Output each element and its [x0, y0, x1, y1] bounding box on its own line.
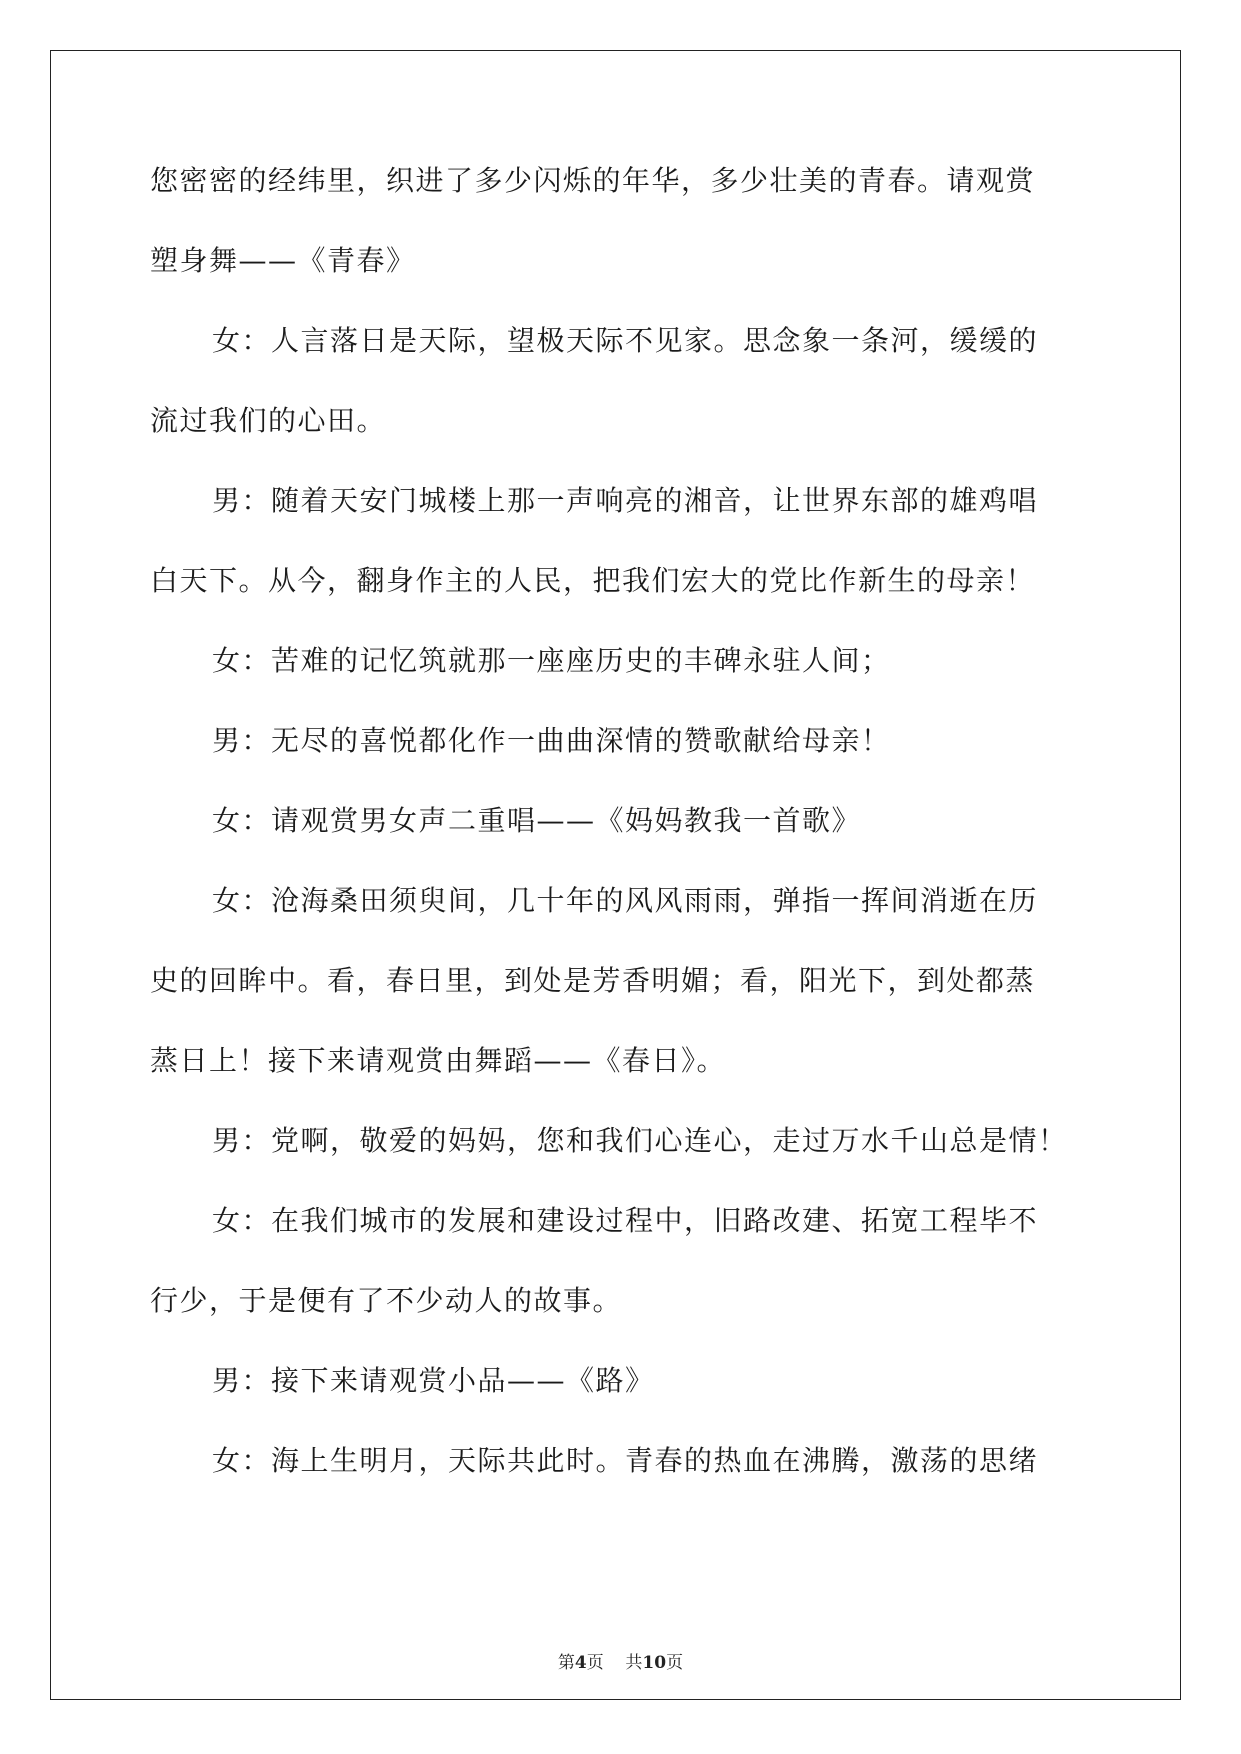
paragraph-line: 女：海上生明月，天际共此时。青春的热血在沸腾，激荡的思绪: [212, 1444, 1039, 1477]
document-body: [150, 160, 1095, 1520]
page-prefix: 第: [557, 1653, 575, 1673]
paragraph-line: 男：党啊，敬爱的妈妈，您和我们心连心，走过万水千山总是情！: [212, 1124, 1068, 1157]
paragraph-line: 女：在我们城市的发展和建设过程中，旧路改建、拓宽工程毕不: [212, 1204, 1039, 1237]
paragraph-line: 蒸日上！接下来请观赏由舞蹈——《春日》。: [150, 1044, 727, 1077]
total-suffix: 页: [666, 1653, 684, 1673]
paragraph-line: 女：人言落日是天际，望极天际不见家。思念象一条河，缓缓的: [212, 324, 1039, 357]
paragraph-line: 男：无尽的喜悦都化作一曲曲深情的赞歌献给母亲！: [212, 724, 891, 757]
total-pages: 10: [642, 1653, 667, 1673]
paragraph-line: 男：随着天安门城楼上那一声响亮的湘音，让世界东部的雄鸡唱: [212, 484, 1039, 517]
paragraph-line: 史的回眸中。看，春日里，到处是芳香明媚；看，阳光下，到处都蒸: [150, 964, 1036, 997]
paragraph-line: 女：苦难的记忆筑就那一座座历史的丰碑永驻人间；: [212, 644, 891, 677]
page-footer: [0, 1648, 1241, 1673]
paragraph-line: 您密密的经纬里，织进了多少闪烁的年华，多少壮美的青春。请观赏: [150, 164, 1036, 197]
page-number: 4: [574, 1653, 587, 1673]
total-prefix: 共: [625, 1653, 643, 1673]
paragraph-line: 塑身舞——《青春》: [150, 244, 416, 277]
paragraph-line: 男：接下来请观赏小品——《路》: [212, 1364, 655, 1397]
paragraph-line: 女：沧海桑田须臾间，几十年的风风雨雨，弹指一挥间消逝在历: [212, 884, 1039, 917]
page-suffix: 页: [586, 1653, 604, 1673]
paragraph-line: 流过我们的心田。: [150, 404, 387, 437]
paragraph-line: 白天下。从今，翻身作主的人民，把我们宏大的党比作新生的母亲！: [150, 564, 1036, 597]
paragraph-line: 女：请观赏男女声二重唱——《妈妈教我一首歌》: [212, 804, 862, 837]
paragraph-line: 行少，于是便有了不少动人的故事。: [150, 1284, 623, 1317]
